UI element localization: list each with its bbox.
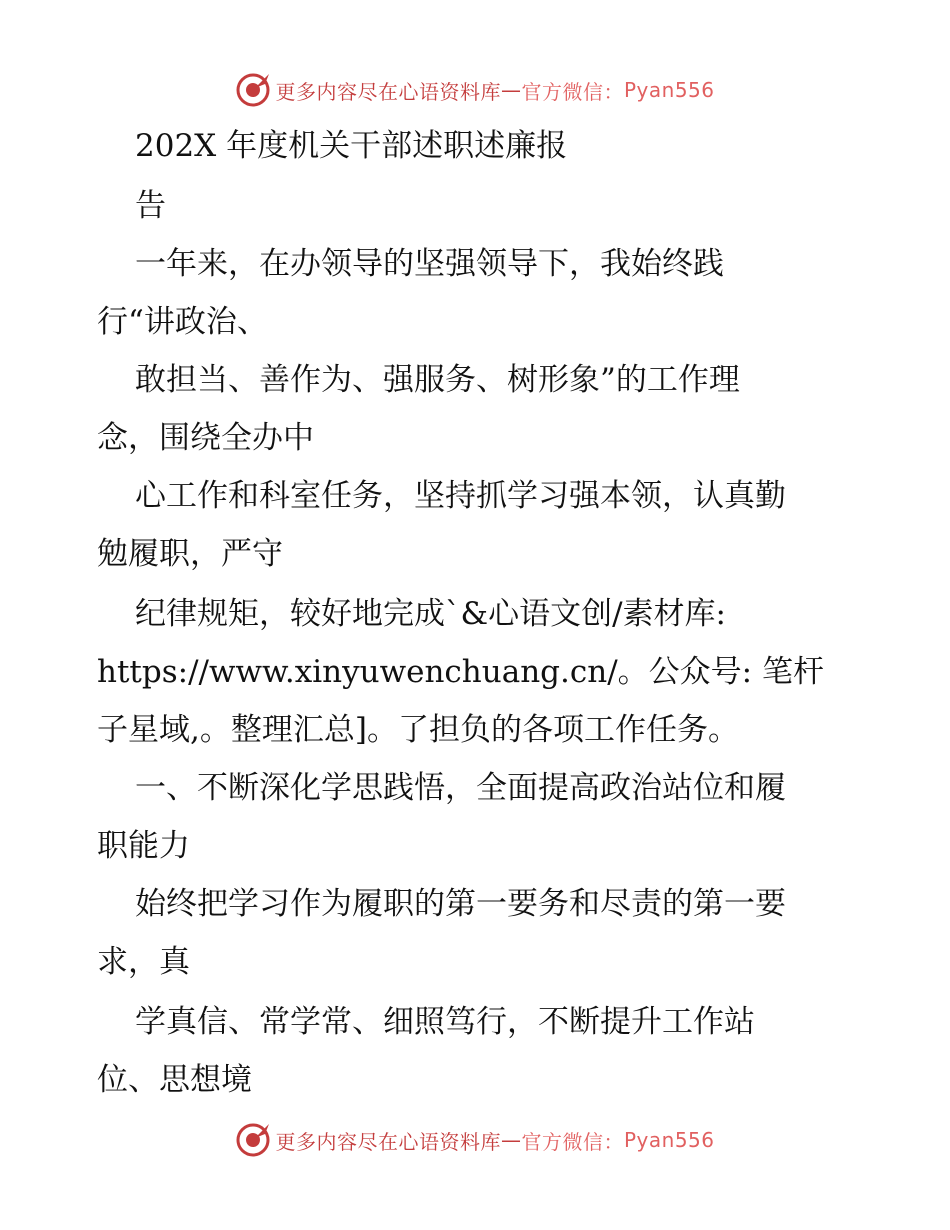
paragraph-line: 一年来，在办领导的坚强领导下，我始终践 [135, 246, 724, 282]
banner-wechat-text: 官方微信： [521, 1129, 624, 1154]
paragraph-line: 心工作和科室任务，坚持抓学习强本领，认真勤 [135, 478, 786, 514]
paragraph-line: 勉履职，严守 [97, 536, 283, 572]
paragraph-line: 始终把学习作为履职的第一要务和尽责的第一要 [135, 886, 786, 922]
banner-dash: — [500, 1128, 522, 1152]
header-banner [0, 70, 950, 110]
banner-wechat-handle: Pyan556 [623, 78, 715, 102]
paragraph-line: 念，围绕全办中 [97, 420, 314, 456]
banner-library-text: 更多内容尽在心语资料库 [275, 1129, 501, 1154]
footer-banner [0, 1120, 950, 1160]
paragraph-line: 子星域,。整理汇总]。了担负的各项工作任务。 [97, 712, 739, 748]
paragraph-line: 求，真 [97, 944, 190, 980]
pen-logo-icon [235, 72, 271, 108]
banner-dash: — [500, 78, 522, 102]
paragraph-line: 行“讲政治、 [97, 304, 268, 340]
paragraph-line: 学真信、常学常、细照笃行，不断提升工作站 [135, 1004, 755, 1040]
banner-wechat-text: 官方微信： [521, 79, 624, 104]
paragraph-line: 位、思想境 [97, 1062, 252, 1098]
section-heading-line: 一、不断深化学思践悟，全面提高政治站位和履 [135, 770, 786, 806]
banner-wechat-handle: Pyan556 [623, 1128, 715, 1152]
doc-title-line-1: 202X 年度机关干部述职述廉报 [135, 128, 568, 164]
paragraph-line: https://www.xinyuwenchuang.cn/。公众号: 笔杆 [97, 654, 824, 690]
paragraph-line: 敢担当、善作为、强服务、树形象”的工作理 [135, 362, 740, 398]
banner-library-text: 更多内容尽在心语资料库 [275, 79, 501, 104]
paragraph-line: 纪律规矩，较好地完成`&心语文创/素材库: [135, 596, 726, 632]
doc-title-line-2: 告 [135, 188, 166, 224]
section-heading-line: 职能力 [97, 828, 190, 864]
pen-logo-icon [235, 1122, 271, 1158]
